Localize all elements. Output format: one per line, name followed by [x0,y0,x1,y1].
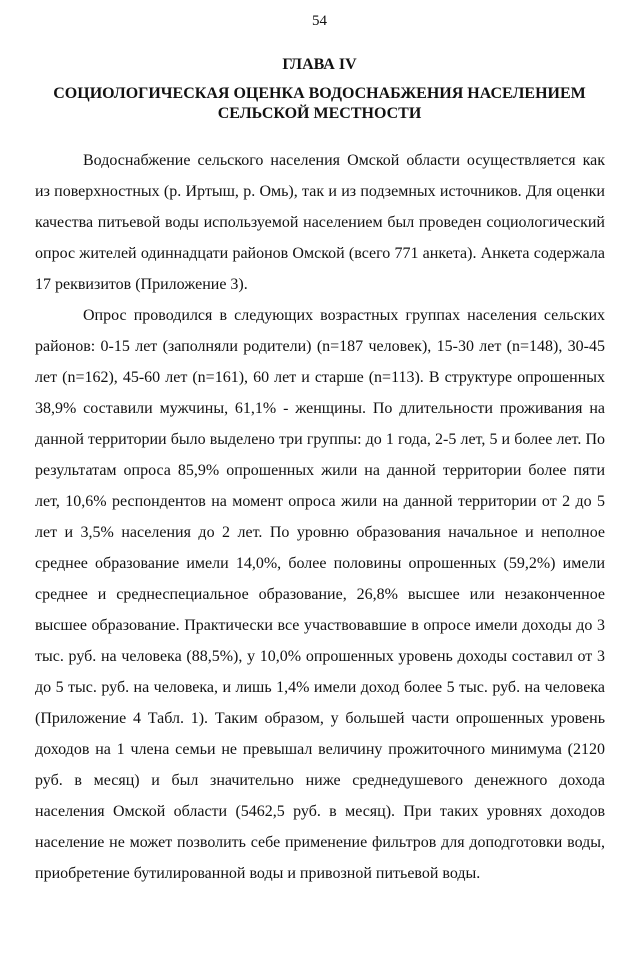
paragraph-1: Водоснабжение сельского населения Омской области осуществляется как из поверхностных (р. Иртыш, р. Омь), так и из подземных источников. Для оценки качества питьевой воды используемой населением был проведен социологический опрос жителей одиннадцати районов Омской (всего 771 анкета). Анкета содержала 17 реквизитов (Приложение 3). [35,152,605,293]
chapter-title-line-2: СЕЛЬСКОЙ МЕСТНОСТИ [217,105,422,122]
chapter-title-line-1: СОЦИОЛОГИЧЕСКАЯ ОЦЕНКА ВОДОСНАБЖЕНИЯ НАСЕЛЕНИЕМ [53,85,586,102]
page-number: 54 [312,13,327,29]
body-text [35,145,605,889]
chapter-heading: ГЛАВА IV [282,56,357,73]
paragraph-2: Опрос проводился в следующих возрастных группах населения сельских районов: 0-15 лет (заполняли родители) (n=187 человек), 15-30 лет (n=148), 30-45 лет (n=162), 45-60 лет (n=161), 60 лет и старше (n=113). В структуре опрошенных 38,9% составили мужчины, 61,1% - женщины. По длительности проживания на данной территории было выделено три группы: до 1 года, 2-5 лет, 5 и более лет. По результатам опроса 85,9% опрошенных жили на данной территории более пяти лет, 10,6% респондентов на момент опроса жили на данной территории от 2 до 5 лет и 3,5% населения до 2 лет. По уровню образования начальное и неполное среднее образование имели 14,0%, более половины опрошенных (59,2%) имели среднее и среднеспециальное образование, 26,8% высшее или незаконченное высшее образование. Практически все участвовавшие в опросе имели доходы до 3 тыс. руб. на человека (88,5%), у 10,0% опрошенных уровень доходы составил от 3 до 5 тыс. руб. на человека, и лишь 1,4% имели доход более 5 тыс. руб. на человека (Приложение 4 Табл. 1). Таким образом, у большей части опрошенных уровень доходов на 1 члена семьи не превышал величину прожиточного минимума (2120 руб. в месяц) и был значительно ниже среднедушевого денежного дохода населения Омской области (5462,5 руб. в месяц). При таких уровнях доходов население не может позволить себе применение фильтров для доподготовки воды, приобретение бутилированной воды и привозной питьевой воды. [35,307,605,882]
chapter-title [22,84,617,124]
